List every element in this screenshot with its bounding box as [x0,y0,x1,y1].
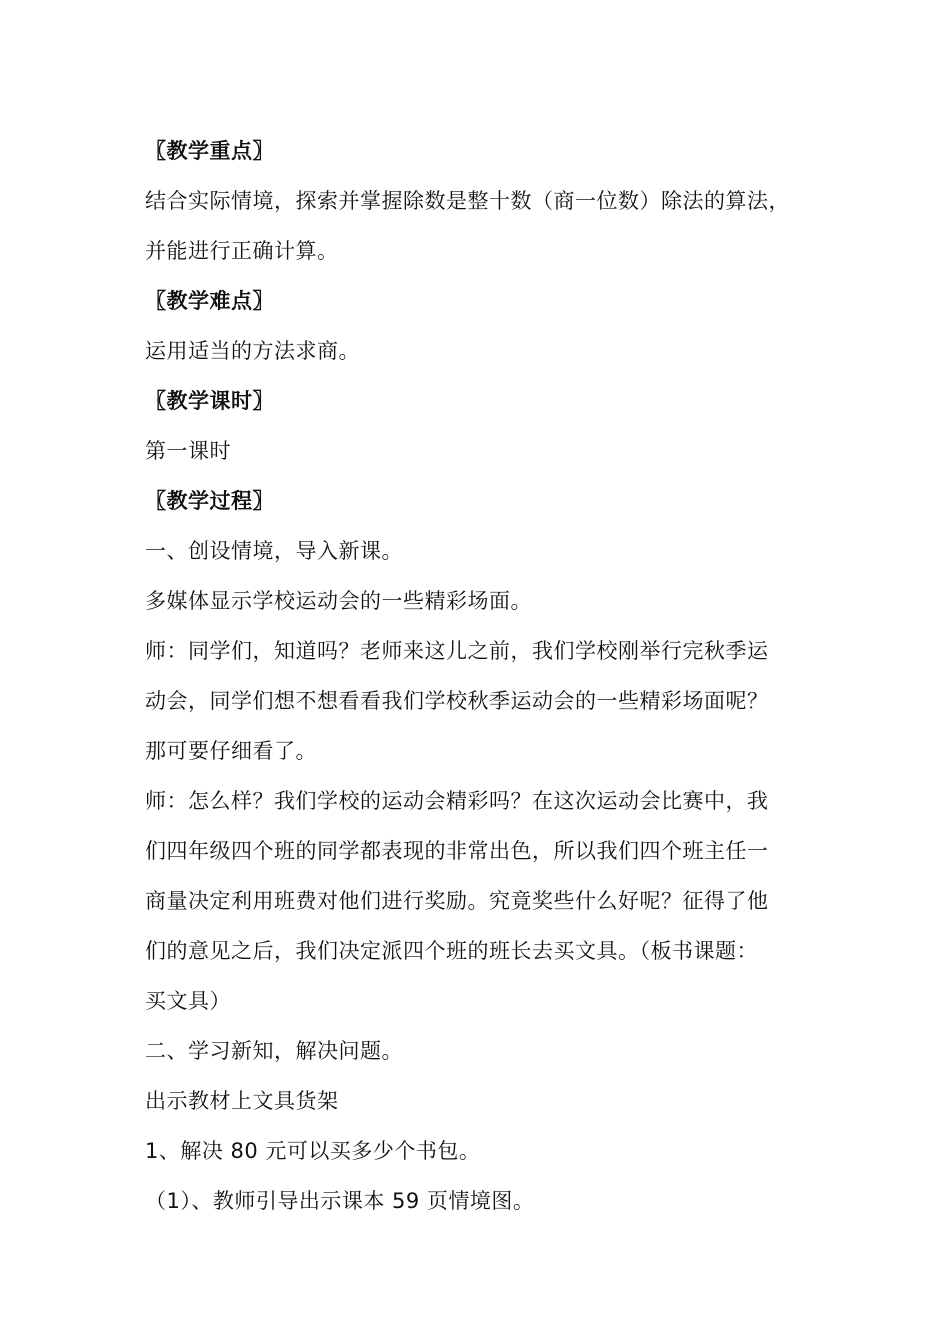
paragraph-line: 出示教材上文具货架 [145,1089,339,1113]
paragraph-line: 第一课时 [145,439,231,463]
paragraph-line: 并能进行正确计算。 [145,239,339,263]
heading-class-hours: 〖教学课时〗 [145,389,274,413]
paragraph-line: 商量决定利用班费对他们进行奖励。究竟奖些什么好呢？征得了他 [145,889,769,913]
paragraph-line: 运用适当的方法求商。 [145,339,360,363]
paragraph-line: 那可要仔细看了。 [145,739,317,763]
paragraph-line: 买文具） [145,989,231,1013]
paragraph-line: （1）、教师引导出示课本 59 页情境图。 [145,1189,535,1213]
heading-teaching-focus: 〖教学重点〗 [145,139,274,163]
paragraph-line: 1、解决 80 元可以买多少个书包。 [145,1139,481,1163]
section-title: 二、学习新知，解决问题。 [145,1039,403,1063]
heading-teaching-difficulty: 〖教学难点〗 [145,289,274,313]
paragraph-line: 多媒体显示学校运动会的一些精彩场面。 [145,589,532,613]
paragraph-line: 师：怎么样？我们学校的运动会精彩吗？在这次运动会比赛中，我 [145,789,769,813]
paragraph-line: 动会，同学们想不想看看我们学校秋季运动会的一些精彩场面呢？ [145,689,769,713]
paragraph-line: 师：同学们，知道吗？老师来这儿之前，我们学校刚举行完秋季运 [145,639,769,663]
paragraph-line: 们的意见之后，我们决定派四个班的班长去买文具。（板书课题： [145,939,758,963]
section-title: 一、创设情境，导入新课。 [145,539,403,563]
paragraph-line: 结合实际情境，探索并掌握除数是整十数（商一位数）除法的算法， [145,189,790,213]
heading-teaching-process: 〖教学过程〗 [145,489,274,513]
paragraph-line: 们四年级四个班的同学都表现的非常出色，所以我们四个班主任一 [145,839,769,863]
